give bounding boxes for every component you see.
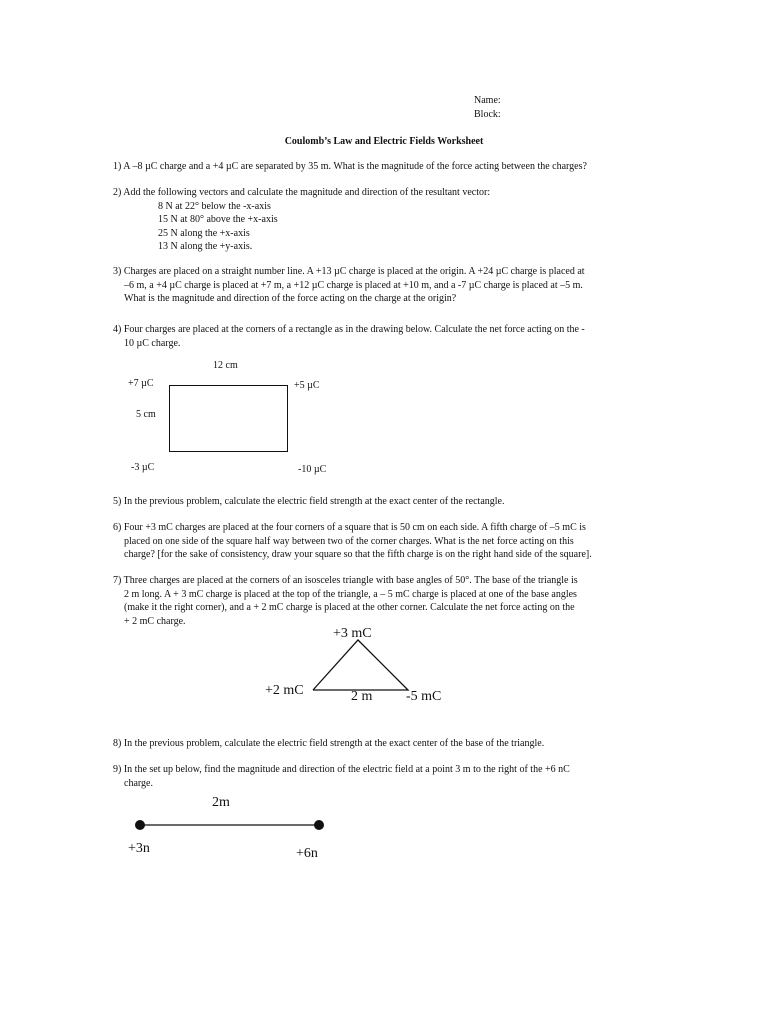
vector-item: 15 N at 80° above the +x-axis xyxy=(158,214,278,225)
line-left-charge: +3n xyxy=(128,841,150,856)
question-text: 2) Add the following vectors and calculate the magnitude and direction of the resultant vector: xyxy=(113,187,491,198)
question-2 xyxy=(113,186,653,254)
question-text: 4) Four charges are placed at the corners of a rectangle as in the drawing below. Calculate the net force acting on the - xyxy=(113,324,585,335)
vector-item: 25 N along the +x-axis xyxy=(158,227,250,239)
question-text: 8) In the previous problem, calculate the electric field strength at the exact center of the base of the triangle. xyxy=(113,738,545,749)
question-3 xyxy=(113,265,653,306)
charge-line xyxy=(130,815,330,835)
question-text: 10 µC charge. xyxy=(124,337,181,349)
triangle-right-charge: -5 mC xyxy=(406,689,442,704)
student-info xyxy=(474,94,501,121)
question-4 xyxy=(113,323,653,350)
question-9 xyxy=(113,763,653,790)
charge-bottom-right: -10 µC xyxy=(298,464,327,475)
question-text: + 2 mC charge. xyxy=(124,615,186,627)
question-text: 9) In the set up below, find the magnitude and direction of the electric field at a point 3 m to the right of the +6 nC xyxy=(113,764,570,775)
triangle-base-label: 2 m xyxy=(351,689,373,704)
block-label: Block: xyxy=(474,108,501,120)
triangle-top-charge: +3 mC xyxy=(333,626,372,641)
triangle-left-charge: +2 mC xyxy=(265,683,304,698)
question-text: 3) Charges are placed on a straight number line. A +13 µC charge is placed at the origin. A +24 µC charge is placed at xyxy=(113,266,585,277)
charge-top-left: +7 µC xyxy=(128,378,154,389)
question-text: 7) Three charges are placed at the corners of an isosceles triangle with base angles of 50°. The base of the triangle is xyxy=(113,575,578,586)
right-charge-dot xyxy=(314,820,324,830)
question-text: What is the magnitude and direction of the force acting on the charge at the origin? xyxy=(124,293,457,304)
line-right-charge: +6n xyxy=(296,846,318,861)
question-8 xyxy=(113,737,653,751)
question-text: charge. xyxy=(124,777,153,789)
rect-height-label: 5 cm xyxy=(136,409,156,420)
question-text: 5) In the previous problem, calculate the electric field strength at the exact center of the rectangle. xyxy=(113,496,505,507)
question-text: –6 m, a +4 µC charge is placed at +7 m, a +12 µC charge is placed at +10 m, and a -7 µC charge is placed at –5 m. xyxy=(124,279,583,291)
name-label: Name: xyxy=(474,95,501,106)
question-text: charge? [for the sake of consistency, draw your square so that the fifth charge is on the right hand side of the square]. xyxy=(124,549,592,560)
question-text: 2 m long. A + 3 mC charge is placed at the top of the triangle, a – 5 mC charge is placed at one of the base angles xyxy=(124,588,577,600)
rect-width-label: 12 cm xyxy=(213,360,238,371)
rectangle-shape xyxy=(169,385,288,452)
charge-top-right: +5 µC xyxy=(294,380,320,391)
question-5 xyxy=(113,495,653,509)
question-text: placed on one side of the square half way between two of the corner charges. What is the net force acting on this xyxy=(124,535,574,547)
vector-item: 8 N at 22° below the -x-axis xyxy=(158,200,271,212)
question-7 xyxy=(113,574,653,628)
question-1 xyxy=(113,160,653,174)
line-distance-label: 2m xyxy=(212,795,230,810)
charge-bottom-left: -3 µC xyxy=(131,462,155,473)
question-text: (make it the right corner), and a + 2 mC charge is placed at the other corner. Calculate the net force acting on the xyxy=(124,602,575,613)
question-text: 1) A –8 µC charge and a +4 µC are separated by 35 m. What is the magnitude of the force acting between the charges? xyxy=(113,161,587,172)
question-6 xyxy=(113,521,653,562)
worksheet-title: Coulomb’s Law and Electric Fields Worksheet xyxy=(284,136,484,147)
left-charge-dot xyxy=(135,820,145,830)
question-text: 6) Four +3 mC charges are placed at the four corners of a square that is 50 cm on each side. A fifth charge of –5 mC is xyxy=(113,522,586,533)
vector-item: 13 N along the +y-axis. xyxy=(158,241,253,252)
